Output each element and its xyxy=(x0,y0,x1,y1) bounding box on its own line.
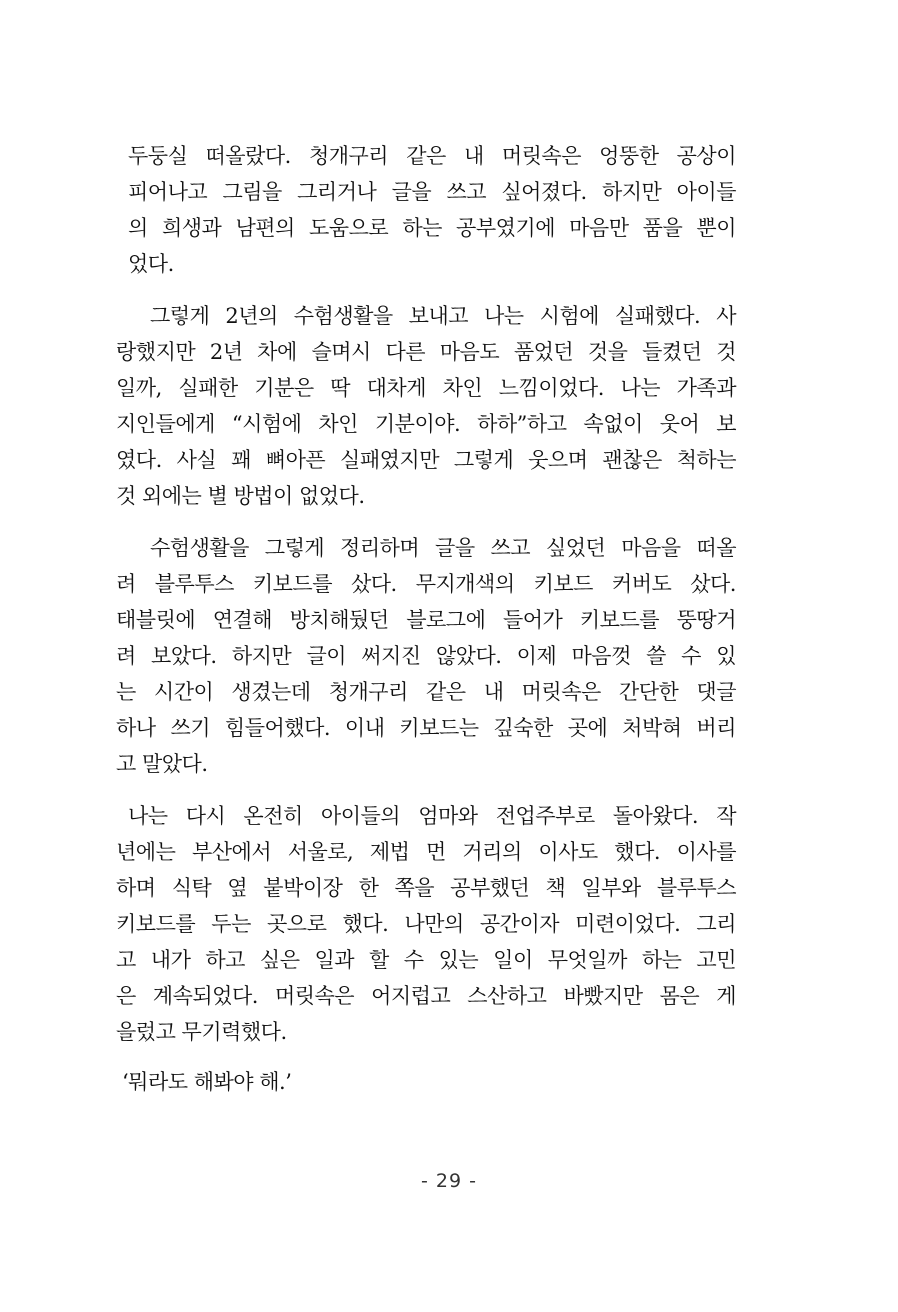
text-line: 였다. 사실 꽤 뼈아픈 실패였지만 그렇게 웃으며 괜찮은 척하는 xyxy=(116,448,736,472)
text-line: 려 보았다. 하지만 글이 써지진 않았다. 이제 마음껏 쓸 수 있 xyxy=(116,644,736,668)
text-line: 피어나고 그림을 그리거나 글을 쓰고 싶어졌다. 하지만 아이들 xyxy=(128,180,736,204)
paragraph-5 xyxy=(116,1064,736,1100)
text-line: 을렀고 무기력했다. xyxy=(116,1020,287,1044)
text-line: 은 계속되었다. 머릿속은 어지럽고 스산하고 바빴지만 몸은 게 xyxy=(116,984,736,1008)
page-number: - 29 - xyxy=(421,1170,477,1192)
text-line: 키보드를 두는 곳으로 했다. 나만의 공간이자 미련이었다. 그리 xyxy=(116,912,736,936)
text-line: 랑했지만 2년 차에 슬며시 다른 마음도 품었던 것을 들켰던 것 xyxy=(116,340,736,364)
text-line: 수험생활을 그렇게 정리하며 글을 쓰고 싶었던 마음을 떠올 xyxy=(150,536,736,560)
text-line: 것 외에는 별 방법이 없었다. xyxy=(116,484,365,508)
text-line: 고 말았다. xyxy=(116,752,208,776)
paragraph-3 xyxy=(116,530,736,782)
text-line: 고 내가 하고 싶은 일과 할 수 있는 일이 무엇일까 하는 고민 xyxy=(116,948,736,972)
text-line: 나는 다시 온전히 아이들의 엄마와 전업주부로 돌아왔다. 작 xyxy=(128,804,736,828)
text-line: 하며 식탁 옆 붙박이장 한 쪽을 공부했던 책 일부와 블루투스 xyxy=(116,876,736,900)
paragraph-2 xyxy=(116,298,736,514)
text-line: 일까, 실패한 기분은 딱 대차게 차인 느낌이었다. 나는 가족과 xyxy=(116,376,736,400)
text-line: 두둥실 떠올랐다. 청개구리 같은 내 머릿속은 엉뚱한 공상이 xyxy=(128,144,736,168)
text-line: ‘뭐라도 해봐야 해.’ xyxy=(122,1070,292,1094)
text-line: 년에는 부산에서 서울로, 제법 먼 거리의 이사도 했다. 이사를 xyxy=(116,840,736,864)
text-line: 의 희생과 남편의 도움으로 하는 공부였기에 마음만 품을 뿐이 xyxy=(128,216,736,240)
paragraph-4 xyxy=(116,798,736,1050)
text-line: 려 블루투스 키보드를 샀다. 무지개색의 키보드 커버도 샀다. xyxy=(116,572,736,596)
text-line: 지인들에게 “시험에 차인 기분이야. 하하”하고 속없이 웃어 보 xyxy=(116,412,736,436)
text-line: 그렇게 2년의 수험생활을 보내고 나는 시험에 실패했다. 사 xyxy=(150,304,736,328)
text-line: 하나 쓰기 힘들어했다. 이내 키보드는 깊숙한 곳에 처박혀 버리 xyxy=(116,716,736,740)
text-line: 태블릿에 연결해 방치해뒀던 블로그에 들어가 키보드를 뚱땅거 xyxy=(116,608,736,632)
paragraph-1 xyxy=(116,138,736,282)
text-line: 는 시간이 생겼는데 청개구리 같은 내 머릿속은 간단한 댓글 xyxy=(116,680,736,704)
text-line: 었다. xyxy=(128,252,174,276)
